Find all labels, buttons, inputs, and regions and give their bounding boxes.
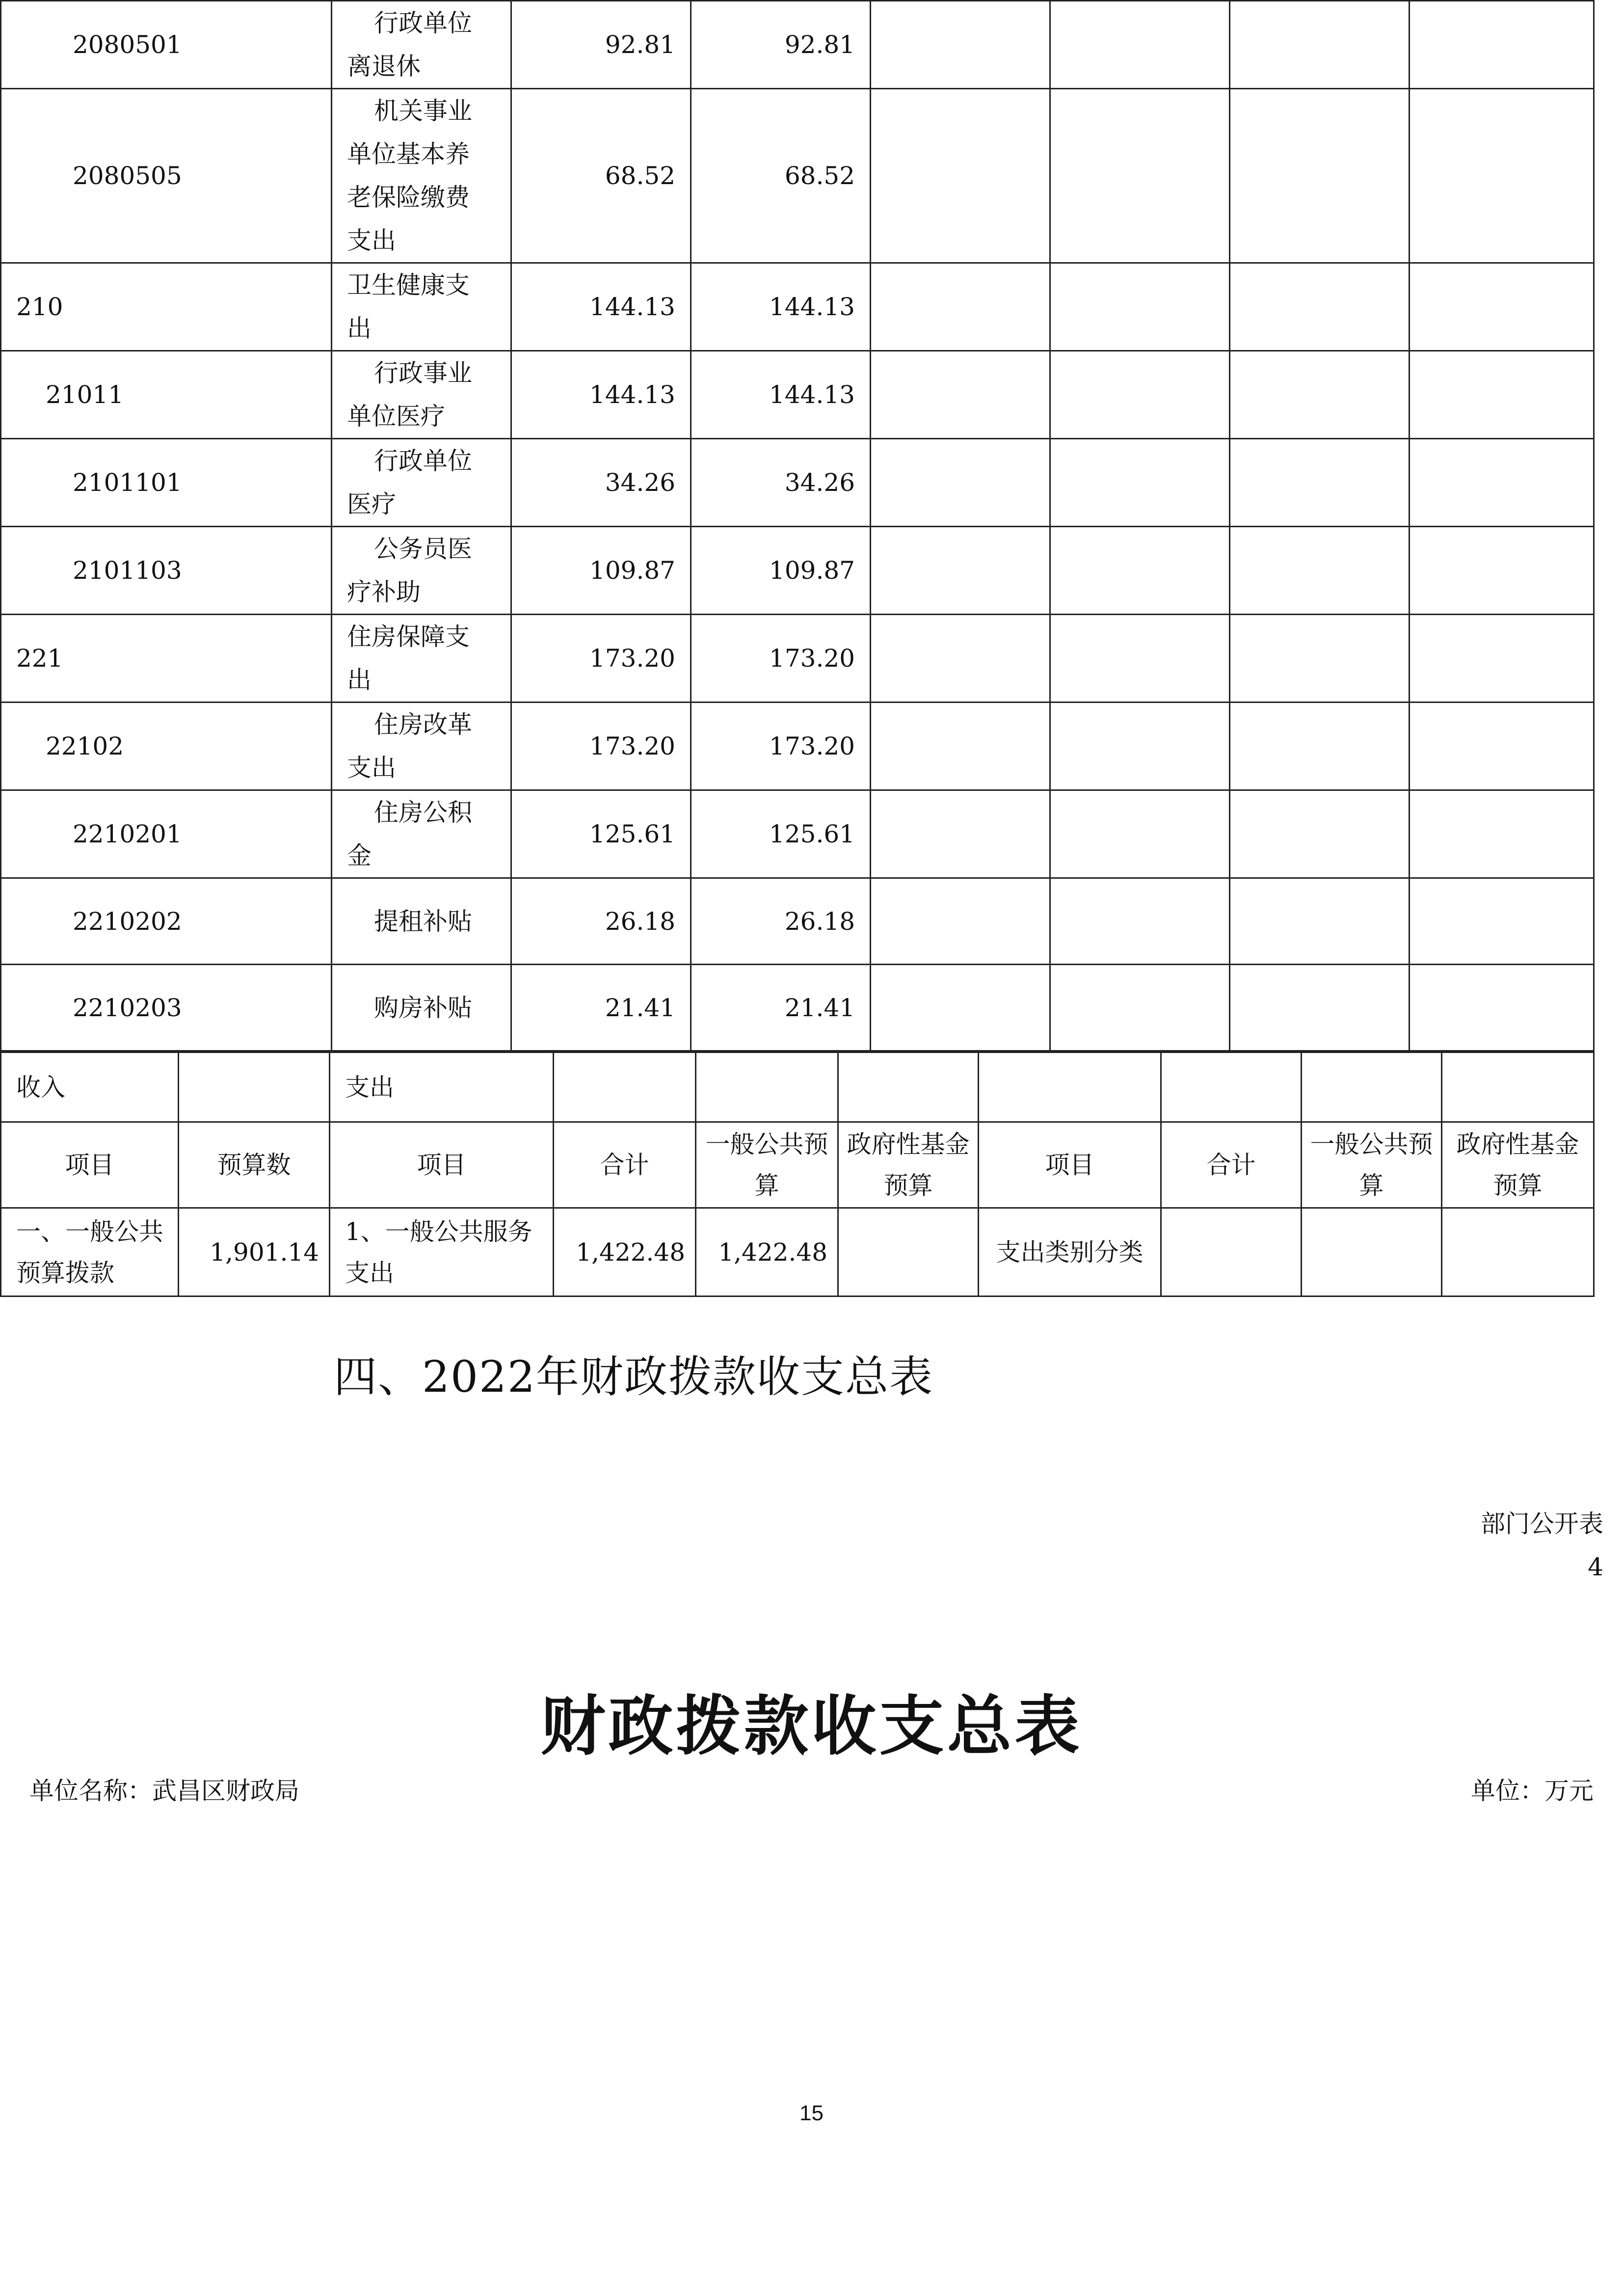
table-cell [1050, 702, 1230, 790]
table-cell [1410, 965, 1594, 1051]
total-cell: 144.13 [511, 263, 691, 351]
table-cell [1230, 878, 1410, 965]
basic-expense-cell: 144.13 [691, 351, 871, 439]
page-number: 15 [799, 2101, 824, 2125]
table-row [1, 615, 1594, 702]
table-cell [1230, 615, 1410, 702]
section-heading: 四、2022年财政拨款收支总表 [334, 1351, 933, 1402]
column-header: 合计 [554, 1122, 696, 1208]
table-cell [1050, 790, 1230, 878]
dept-public-table-label [1481, 1502, 1603, 1589]
fiscal-appropriation-summary-table [0, 1052, 1595, 1297]
subject-code-cell: 2210201 [1, 790, 332, 878]
subject-name-cell: 行政单位离退休 [332, 1, 511, 89]
table-cell [1230, 965, 1410, 1051]
dept-label-text: 部门公开表 [1481, 1510, 1603, 1538]
table-cell [1230, 439, 1410, 527]
table-cell [1230, 790, 1410, 878]
table-cell [1050, 527, 1230, 615]
table-cell [979, 1053, 1161, 1122]
subject-name-cell: 机关事业单位基本养老保险缴费支出 [332, 89, 511, 263]
table-cell [554, 1053, 696, 1122]
expenditure-table-continued [0, 0, 1595, 1052]
table-cell [1050, 263, 1230, 351]
subject-name-cell: 公务员医疗补助 [332, 527, 511, 615]
table-cell [871, 790, 1050, 878]
basic-expense-cell: 21.41 [691, 965, 871, 1051]
table-cell [1161, 1053, 1302, 1122]
table-row [1, 89, 1594, 263]
table-cell [1050, 1, 1230, 89]
subject-name-cell: 提租补贴 [332, 878, 511, 965]
table-cell [1161, 1208, 1302, 1297]
column-header: 一般公共预算 [1302, 1122, 1442, 1208]
table-row [1, 702, 1594, 790]
subject-code-cell: 2210203 [1, 965, 332, 1051]
table-cell [871, 89, 1050, 263]
table-cell [871, 702, 1050, 790]
subject-code-cell: 221 [1, 615, 332, 702]
income-header: 收入 [1, 1053, 179, 1122]
basic-expense-cell: 173.20 [691, 702, 871, 790]
table-cell [838, 1053, 979, 1122]
total-cell: 144.13 [511, 351, 691, 439]
table-cell [1410, 263, 1594, 351]
column-header: 一般公共预算 [696, 1122, 838, 1208]
total-cell: 68.52 [511, 89, 691, 263]
table-cell [1230, 1, 1410, 89]
basic-expense-cell: 144.13 [691, 263, 871, 351]
subject-name-cell: 住房改革支出 [332, 702, 511, 790]
subject-name-cell: 住房保障支出 [332, 615, 511, 702]
unit-name: 单位名称：武昌区财政局 [29, 1777, 299, 1805]
basic-expense-cell: 68.52 [691, 89, 871, 263]
table-cell [1230, 351, 1410, 439]
total-cell: 125.61 [511, 790, 691, 878]
column-header: 合计 [1161, 1122, 1302, 1208]
table-cell [1442, 1053, 1594, 1122]
basic-expense-cell: 26.18 [691, 878, 871, 965]
subject-code-cell: 21011 [1, 351, 332, 439]
table-cell [871, 965, 1050, 1051]
table-title: 财政拨款收支总表 [540, 1688, 1083, 1764]
column-header: 政府性基金预算 [1442, 1122, 1594, 1208]
table-cell [1410, 702, 1594, 790]
total-cell: 34.26 [511, 439, 691, 527]
table-cell [696, 1053, 838, 1122]
subject-code-cell: 2080505 [1, 89, 332, 263]
expense-fund-cell [838, 1208, 979, 1297]
basic-expense-cell: 92.81 [691, 1, 871, 89]
subject-code-cell: 2080501 [1, 1, 332, 89]
table-cell [871, 1, 1050, 89]
subject-name-cell: 住房公积金 [332, 790, 511, 878]
table-row [1, 1, 1594, 89]
table-row [1, 439, 1594, 527]
expense-total-cell: 1,422.48 [554, 1208, 696, 1297]
table-cell [1230, 702, 1410, 790]
table-cell [1410, 790, 1594, 878]
table-cell [871, 439, 1050, 527]
table-header-row [1, 1122, 1594, 1208]
table-row [1, 527, 1594, 615]
table-row [1, 1053, 1594, 1122]
column-header: 预算数 [179, 1122, 330, 1208]
table-cell [1050, 351, 1230, 439]
table-cell [1050, 89, 1230, 263]
category-item-cell: 支出类别分类 [979, 1208, 1161, 1297]
table-cell [1410, 878, 1594, 965]
basic-expense-cell: 173.20 [691, 615, 871, 702]
table-cell [179, 1053, 330, 1122]
subject-code-cell: 22102 [1, 702, 332, 790]
table-cell [1410, 615, 1594, 702]
income-amount-cell: 1,901.14 [179, 1208, 330, 1297]
total-cell: 92.81 [511, 1, 691, 89]
table-cell [1050, 439, 1230, 527]
subject-name-cell: 行政事业单位医疗 [332, 351, 511, 439]
currency-unit: 单位：万元 [1471, 1777, 1594, 1805]
table-row [1, 965, 1594, 1051]
dept-label-number: 4 [1588, 1553, 1603, 1581]
subject-code-cell: 2101101 [1, 439, 332, 527]
basic-expense-cell: 34.26 [691, 439, 871, 527]
total-cell: 173.20 [511, 702, 691, 790]
expense-header: 支出 [330, 1053, 554, 1122]
table-cell [871, 351, 1050, 439]
table-cell [1230, 263, 1410, 351]
table-row [1, 263, 1594, 351]
table-cell [1410, 351, 1594, 439]
subject-name-cell: 行政单位医疗 [332, 439, 511, 527]
table-cell [1410, 527, 1594, 615]
column-header: 项目 [979, 1122, 1161, 1208]
total-cell: 173.20 [511, 615, 691, 702]
table-cell [871, 878, 1050, 965]
basic-expense-cell: 109.87 [691, 527, 871, 615]
table-cell [1050, 878, 1230, 965]
table-cell [1410, 1, 1594, 89]
table-cell [871, 527, 1050, 615]
total-cell: 26.18 [511, 878, 691, 965]
column-header: 项目 [330, 1122, 554, 1208]
table-cell [1410, 439, 1594, 527]
table-cell [1442, 1208, 1594, 1297]
table-cell [1302, 1208, 1442, 1297]
table-cell [1050, 965, 1230, 1051]
table-cell [871, 615, 1050, 702]
subject-code-cell: 210 [1, 263, 332, 351]
table-cell [1230, 527, 1410, 615]
table-row [1, 351, 1594, 439]
table-row [1, 1208, 1594, 1297]
expense-item-cell: 1、一般公共服务支出 [330, 1208, 554, 1297]
subject-code-cell: 2210202 [1, 878, 332, 965]
column-header: 项目 [1, 1122, 179, 1208]
table-cell [871, 263, 1050, 351]
table-cell [1410, 89, 1594, 263]
total-cell: 109.87 [511, 527, 691, 615]
income-item-cell: 一、一般公共预算拨款 [1, 1208, 179, 1297]
table-cell [1302, 1053, 1442, 1122]
total-cell: 21.41 [511, 965, 691, 1051]
table-row [1, 790, 1594, 878]
table-row [1, 878, 1594, 965]
table-cell [1230, 89, 1410, 263]
subject-name-cell: 卫生健康支出 [332, 263, 511, 351]
basic-expense-cell: 125.61 [691, 790, 871, 878]
expense-general-cell: 1,422.48 [696, 1208, 838, 1297]
subject-name-cell: 购房补贴 [332, 965, 511, 1051]
column-header: 政府性基金预算 [838, 1122, 979, 1208]
subject-code-cell: 2101103 [1, 527, 332, 615]
table-cell [1050, 615, 1230, 702]
